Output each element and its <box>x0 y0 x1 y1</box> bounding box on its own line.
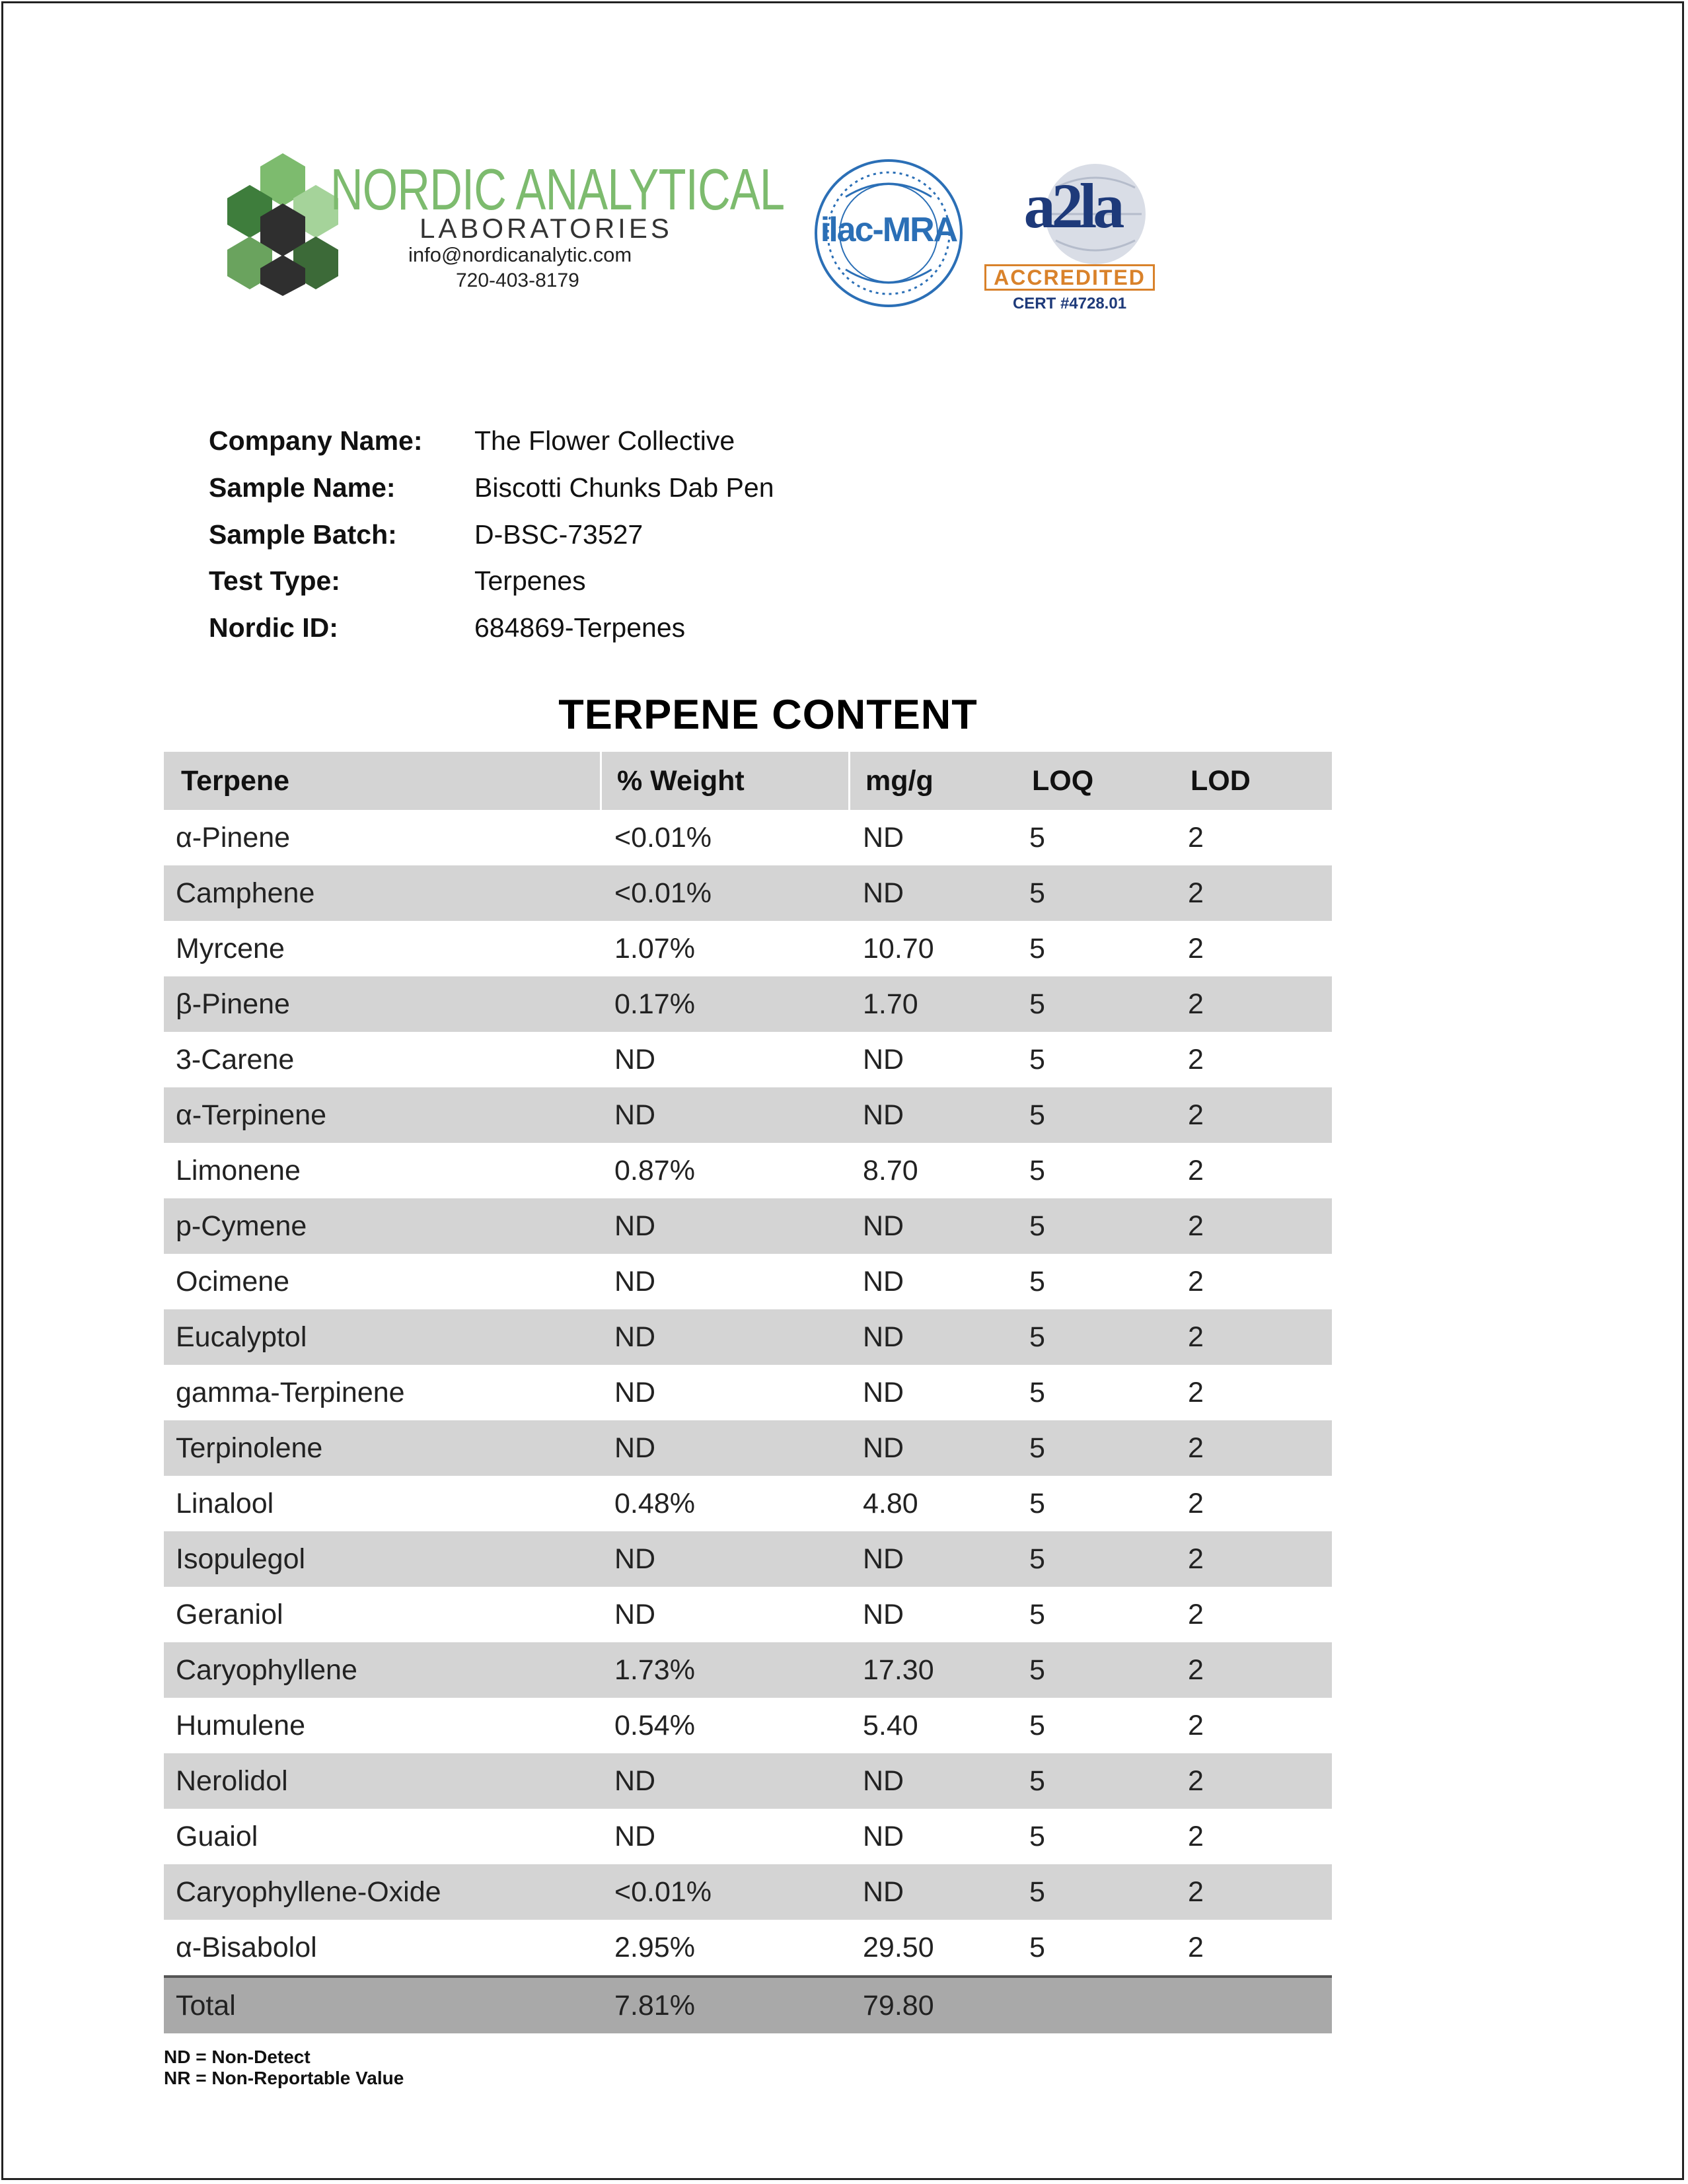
table-cell: 1.73% <box>614 1654 695 1686</box>
total-cell: Total <box>176 1990 236 2021</box>
table-cell: 5 <box>1029 1821 1045 1852</box>
table-cell: Eucalyptol <box>176 1321 307 1353</box>
a2la-wordmark: a2la <box>1023 170 1121 241</box>
table-cell: ND <box>614 1765 656 1797</box>
column-header: % Weight <box>617 765 745 797</box>
table-cell: ND <box>863 1377 904 1408</box>
table-header-row <box>164 752 1332 810</box>
accredited-badge: ACCREDITED <box>984 264 1155 291</box>
table-cell: Terpinolene <box>176 1432 323 1464</box>
table-cell: 29.50 <box>863 1932 934 1963</box>
table-cell: 5 <box>1029 1155 1045 1186</box>
table-cell: ND <box>863 1821 904 1852</box>
info-row-nordic-id <box>209 612 936 652</box>
table-row <box>164 1698 1332 1753</box>
table-cell: 5 <box>1029 1432 1045 1464</box>
table-cell: 5 <box>1029 1654 1045 1686</box>
table-cell: 5 <box>1029 1599 1045 1630</box>
table-cell: 2 <box>1188 1488 1204 1519</box>
table-cell: ND <box>614 1210 656 1242</box>
table-cell: p-Cymene <box>176 1210 307 1242</box>
table-row <box>164 1365 1332 1420</box>
table-cell: 5 <box>1029 822 1045 854</box>
table-cell: <0.01% <box>614 1876 712 1908</box>
table-cell: α-Pinene <box>176 822 291 854</box>
table-cell: 5 <box>1029 1932 1045 1963</box>
table-cell: ND <box>863 1765 904 1797</box>
cert-number: CERT #4728.01 <box>1012 295 1127 312</box>
table-cell: 5 <box>1029 988 1045 1020</box>
table-cell: 2 <box>1188 1432 1204 1464</box>
table-row <box>164 1476 1332 1531</box>
table-cell: 2 <box>1188 1543 1204 1575</box>
table-cell: 5 <box>1029 1543 1045 1575</box>
table-row <box>164 1864 1332 1920</box>
table-cell: 10.70 <box>863 933 934 965</box>
ilac-mra-text: ilac-MRA <box>820 211 957 249</box>
table-cell: α-Terpinene <box>176 1099 327 1131</box>
table-cell: 3-Carene <box>176 1044 295 1075</box>
table-cell: 5 <box>1029 1710 1045 1741</box>
table-cell: 2 <box>1188 1654 1204 1686</box>
table-cell: 1.70 <box>863 988 918 1020</box>
table-cell: 5 <box>1029 1488 1045 1519</box>
table-cell: 2 <box>1188 822 1204 854</box>
table-cell: <0.01% <box>614 822 712 854</box>
table-body <box>164 810 1332 1975</box>
table-row <box>164 1309 1332 1365</box>
table-cell: ND <box>863 1876 904 1908</box>
table-cell: 8.70 <box>863 1155 918 1186</box>
table-cell: 5 <box>1029 1765 1045 1797</box>
table-cell: 0.87% <box>614 1155 695 1186</box>
table-row <box>164 1087 1332 1143</box>
table-total-row <box>164 1975 1332 2033</box>
table-row <box>164 1254 1332 1309</box>
legend-item: NR = Non-Reportable Value <box>164 2068 404 2088</box>
column-header: mg/g <box>865 765 934 797</box>
table-cell: 2 <box>1188 1765 1204 1797</box>
table-cell: ND <box>614 1321 656 1353</box>
table-cell: α-Bisabolol <box>176 1932 317 1963</box>
info-value: Biscotti Chunks Dab Pen <box>474 472 774 503</box>
table-cell: <0.01% <box>614 877 712 909</box>
table-row <box>164 1920 1332 1975</box>
total-cell: 7.81% <box>614 1990 695 2021</box>
column-header: LOQ <box>1032 765 1094 797</box>
table-cell: 2 <box>1188 1321 1204 1353</box>
table-cell: 5 <box>1029 1099 1045 1131</box>
lab-phone: 720-403-8179 <box>456 270 579 291</box>
lab-name: NORDIC ANALYTICAL <box>330 157 785 222</box>
table-cell: Guaiol <box>176 1821 258 1852</box>
table-row <box>164 1143 1332 1198</box>
table-cell: ND <box>863 1210 904 1242</box>
table-cell: ND <box>614 1099 656 1131</box>
table-cell: 5 <box>1029 1321 1045 1353</box>
table-cell: ND <box>614 1266 656 1297</box>
table-cell: 2 <box>1188 1266 1204 1297</box>
legend <box>164 2047 404 2089</box>
table-cell: Camphene <box>176 877 315 909</box>
column-divider <box>848 752 850 810</box>
table-cell: 2 <box>1188 1710 1204 1741</box>
table-cell: 2 <box>1188 1932 1204 1963</box>
table-cell: Nerolidol <box>176 1765 288 1797</box>
table-row <box>164 1642 1332 1698</box>
table-cell: ND <box>614 1543 656 1575</box>
table-cell: ND <box>863 1321 904 1353</box>
table-row <box>164 1531 1332 1587</box>
table-cell: ND <box>863 1099 904 1131</box>
info-label: Company Name: <box>209 425 423 456</box>
table-cell: 2 <box>1188 877 1204 909</box>
table-cell: ND <box>614 1599 656 1630</box>
table-cell: ND <box>863 1044 904 1075</box>
table-cell: Ocimene <box>176 1266 290 1297</box>
info-value: 684869-Terpenes <box>474 612 686 643</box>
table-cell: 2 <box>1188 1377 1204 1408</box>
table-cell: ND <box>614 1821 656 1852</box>
table-cell: 17.30 <box>863 1654 934 1686</box>
column-header: LOD <box>1191 765 1251 797</box>
table-cell: 5 <box>1029 1876 1045 1908</box>
table-cell: ND <box>863 822 904 854</box>
lab-email: info@nordicanalytic.com <box>408 243 632 266</box>
report-title: TERPENE CONTENT <box>558 692 978 738</box>
table-cell: ND <box>614 1044 656 1075</box>
table-cell: 5 <box>1029 1377 1045 1408</box>
table-cell: 2.95% <box>614 1932 695 1963</box>
table-cell: 0.17% <box>614 988 695 1020</box>
table-cell: Isopulegol <box>176 1543 306 1575</box>
table-cell: Limonene <box>176 1155 301 1186</box>
table-row <box>164 810 1332 865</box>
table-cell: 2 <box>1188 1099 1204 1131</box>
table-cell: ND <box>863 877 904 909</box>
table-cell: 5 <box>1029 1044 1045 1075</box>
legend-item: ND = Non-Detect <box>164 2047 311 2067</box>
table-cell: 5 <box>1029 1210 1045 1242</box>
table-cell: Caryophyllene-Oxide <box>176 1876 441 1908</box>
table-cell: Linalool <box>176 1488 274 1519</box>
table-cell: 2 <box>1188 1155 1204 1186</box>
table-cell: Humulene <box>176 1710 305 1741</box>
info-row-company <box>209 425 936 465</box>
table-cell: 0.54% <box>614 1710 695 1741</box>
table-row <box>164 976 1332 1032</box>
table-cell: 5 <box>1029 877 1045 909</box>
info-value: Terpenes <box>474 565 586 596</box>
table-cell: 2 <box>1188 988 1204 1020</box>
table-cell: 0.48% <box>614 1488 695 1519</box>
table-cell: gamma-Terpinene <box>176 1377 405 1408</box>
table-row <box>164 1587 1332 1642</box>
terpene-table <box>164 752 1332 2033</box>
table-cell: ND <box>614 1377 656 1408</box>
table-cell: Caryophyllene <box>176 1654 357 1686</box>
table-cell: 5 <box>1029 1266 1045 1297</box>
table-cell: ND <box>863 1266 904 1297</box>
column-header: Terpene <box>181 765 290 797</box>
table-cell: 5 <box>1029 933 1045 965</box>
info-row-sample-batch <box>209 519 936 559</box>
table-cell: Geraniol <box>176 1599 283 1630</box>
table-cell: ND <box>863 1599 904 1630</box>
table-row <box>164 1420 1332 1476</box>
table-row <box>164 1753 1332 1809</box>
total-cell: 79.80 <box>863 1990 934 2021</box>
table-row <box>164 865 1332 921</box>
table-row <box>164 1198 1332 1254</box>
lab-subtitle: LABORATORIES <box>420 213 673 244</box>
info-label: Nordic ID: <box>209 612 338 643</box>
table-cell: 2 <box>1188 1599 1204 1630</box>
info-row-test-type <box>209 565 936 605</box>
table-cell: 2 <box>1188 1044 1204 1075</box>
table-cell: 5.40 <box>863 1710 918 1741</box>
info-value: The Flower Collective <box>474 425 735 456</box>
table-cell: 2 <box>1188 1876 1204 1908</box>
table-row <box>164 1809 1332 1864</box>
table-row <box>164 921 1332 976</box>
info-label: Test Type: <box>209 565 340 596</box>
info-label: Sample Name: <box>209 472 396 503</box>
info-value: D-BSC-73527 <box>474 519 643 550</box>
table-cell: ND <box>614 1432 656 1464</box>
table-cell: β-Pinene <box>176 988 290 1020</box>
info-row-sample-name <box>209 472 936 512</box>
table-cell: 1.07% <box>614 933 695 965</box>
column-divider <box>600 752 602 810</box>
info-label: Sample Batch: <box>209 519 397 550</box>
table-cell: 2 <box>1188 1210 1204 1242</box>
table-cell: 4.80 <box>863 1488 918 1519</box>
table-cell: ND <box>863 1432 904 1464</box>
table-cell: 2 <box>1188 1821 1204 1852</box>
table-cell: Myrcene <box>176 933 285 965</box>
table-cell: 2 <box>1188 933 1204 965</box>
table-cell: ND <box>863 1543 904 1575</box>
table-row <box>164 1032 1332 1087</box>
